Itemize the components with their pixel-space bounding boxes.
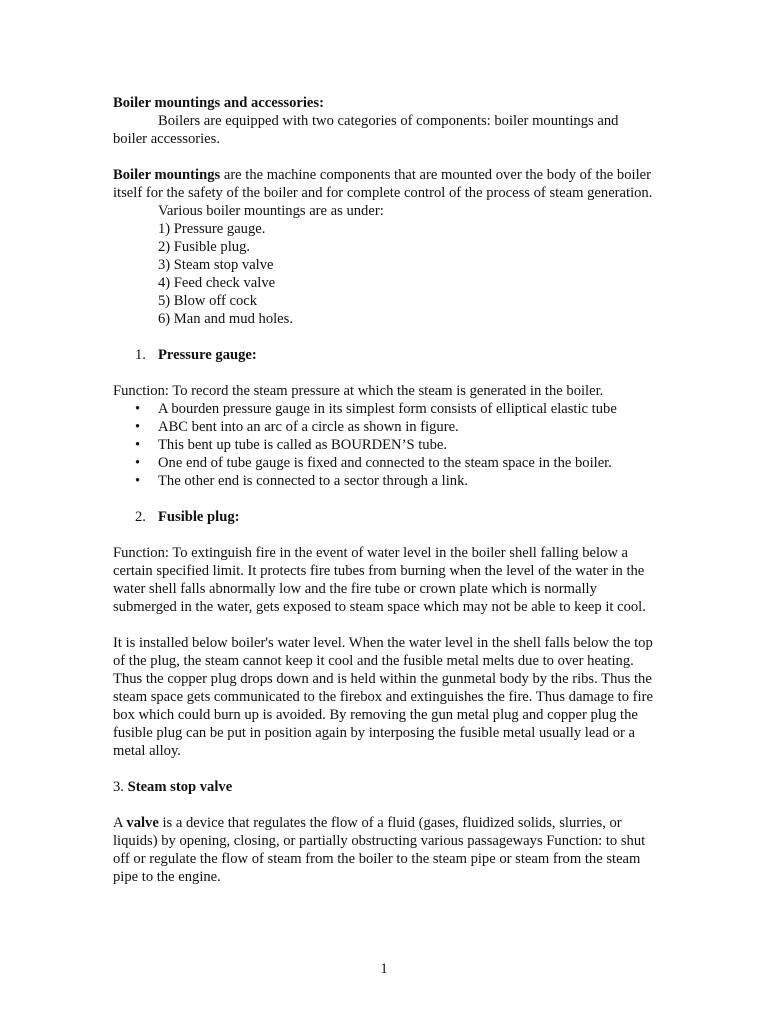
definition-term: Boiler mountings [113,167,221,183]
section-2-number: 2. [135,509,146,525]
definition-text: are the machine components that are mounted over the body of the boiler itself for the safety of the boiler and for complete control of the process of steam generation. [113,167,653,201]
definition-paragraph [113,166,653,202]
list-item: 6) Man and mud holes. [158,311,293,327]
mountings-list [113,220,653,328]
section-3-paragraph [113,814,653,886]
bullet-item: • This bent up tube is called as BOURDEN’S tube. [158,436,653,454]
section-heading: Boiler mountings and accessories: [113,95,324,111]
intro-paragraph [113,112,653,148]
list-item: 3) Steam stop valve [158,257,274,273]
bullet-item: • ABC bent into an arc of a circle as shown in figure. [158,418,653,436]
section-2-title: Fusible plug: [158,509,240,525]
section-1-number: 1. [135,347,146,363]
section-1-function: Function: To record the steam pressure at which the steam is generated in the boiler. [113,383,604,399]
list-item: 4) Feed check valve [158,275,276,291]
intro-text: Boilers are equipped with two categories of components: boiler mountings and boiler accessories. [113,113,619,147]
bullet-item: • A bourden pressure gauge in its simplest form consists of elliptical elastic tube [158,400,653,418]
section-3-article: A [113,815,127,831]
bullet-item: • One end of tube gauge is fixed and connected to the steam space in the boiler. [158,454,653,472]
section-2-paragraph: It is installed below boiler's water level. When the water level in the shell falls below the top of the plug, the steam cannot keep it cool and the fusible metal melts due to over heating. Thus the copper plug drops down and is held within the gunmetal body by the ribs. Thus the steam space gets communicated to the firebox and extinguishes the fire. Thus damage to fire box which could burn up is avoided. By removing the gun metal plug and copper plug the fusible plug can be put in position again by interposing the fusible metal usually lead or a metal alloy. [113,635,653,759]
section-2-heading [113,508,653,526]
section-1-title: Pressure gauge: [158,347,257,363]
section-3-term: valve [126,815,159,831]
section-3-title: Steam stop valve [127,779,233,795]
section-1-heading [113,346,653,364]
list-item: 2) Fusible plug. [158,239,251,255]
section-3-heading [113,778,653,796]
page-number: 1 [380,961,388,977]
list-item: 5) Blow off cock [158,293,258,309]
mountings-list-intro: Various boiler mountings are as under: [158,203,384,219]
section-2-function: Function: To extinguish fire in the event of water level in the boiler shell falling below a certain specified limit. It protects fire tubes from burning when the level of the water in the water shell falls abnormally low and the fire tube or crown plate which is normally submerged in the water, gets exposed to steam space which may not be able to keep it cool. [113,545,646,615]
section-1-bullets [113,400,653,490]
section-3-text: is a device that regulates the flow of a fluid (gases, fluidized solids, slurries, or liquids) by opening, closing, or partially obstructing various passageways Function: to shut off or regulate the flow of steam from the boiler to the steam pipe or steam from the steam pipe to the engine. [113,815,646,885]
document-body [113,94,653,886]
section-3-number: 3. [113,779,128,795]
list-item: 1) Pressure gauge. [158,221,266,237]
bullet-item: • The other end is connected to a sector through a link. [158,472,653,490]
